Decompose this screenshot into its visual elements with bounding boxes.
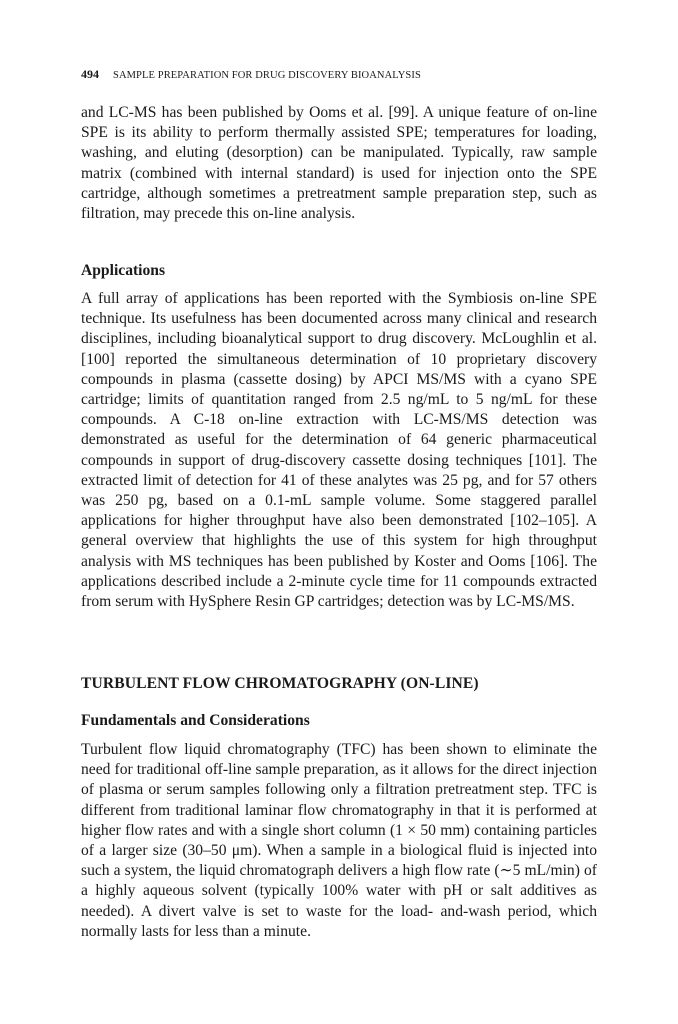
page-number: 494	[81, 67, 99, 81]
section-heading: TURBULENT FLOW CHROMATOGRAPHY (ON-LINE)	[81, 675, 479, 692]
tfc-paragraph-block	[81, 740, 597, 942]
intro-paragraph-block	[81, 103, 597, 224]
applications-paragraph: A full array of applications has been reported with the Symbiosis on-line SPE technique. Its usefulness has been documented across many clinical and research disciplines, including bioanalytical support to drug discovery. McLoughlin et al. [100] reported the simultaneous determination of 10 proprietary discovery compounds in plasma (cassette dosing) by APCI MS/MS with a cyano SPE cartridge; limits of quantitation ranged from 2.5 ng/mL to 5 ng/mL for these compounds. A C-18 on-line extraction with LC-MS/MS detection was demonstrated as useful for the determination of 64 generic pharmaceutical compounds in support of drug-discovery cassette dosing techniques [101]. The extracted limit of detection for 41 of these analytes was 25 pg, and for 57 others was 250 pg, based on a 0.1-mL sample volume. Some staggered parallel applications for higher throughput have also been demonstrated [102–105]. A general overview that highlights the use of this system for high throughput analysis with MS techniques has been published by Koster and Ooms [106]. The applications described include a 2-minute cycle time for 11 compounds extracted from serum with HySphere Resin GP cartridges; detection was by LC-MS/MS.	[81, 290, 597, 611]
section-heading-block	[81, 674, 597, 694]
subsection-heading-block	[81, 711, 597, 731]
intro-paragraph: and LC-MS has been published by Ooms et al. [99]. A unique feature of on-line SPE is its ability to perform thermally assisted SPE; temperatures for loading, washing, and eluting (desorption) can be manipulated. Typically, raw sample matrix (combined with internal standard) is used for injection onto the SPE cartridge, although sometimes a pretreatment sample preparation step, such as filtration, may precede this on-line analysis.	[81, 104, 597, 223]
running-head-title: SAMPLE PREPARATION FOR DRUG DISCOVERY BIOANALYSIS	[113, 70, 421, 81]
applications-heading-block	[81, 261, 597, 281]
subsection-heading: Fundamentals and Considerations	[81, 712, 310, 729]
running-head	[81, 67, 597, 83]
tfc-paragraph: Turbulent flow liquid chromatography (TFC) has been shown to eliminate the need for traditional off-line sample preparation, as it allows for the direct injection of plasma or serum samples following only a filtration pretreatment step. TFC is different from traditional laminar flow chromatography in that it is performed at higher flow rates and with a single short column (1 × 50 mm) containing particles of a larger size (30–50 μm). When a sample in a biological fluid is injected into such a system, the liquid chromatograph delivers a high flow rate (∼5 mL/min) of a highly aqueous solvent (typically 100% water with pH or salt additives as needed). A divert valve is set to waste for the load- and-wash period, which normally lasts for less than a minute.	[81, 741, 597, 940]
applications-heading: Applications	[81, 262, 166, 279]
applications-paragraph-block	[81, 289, 597, 612]
